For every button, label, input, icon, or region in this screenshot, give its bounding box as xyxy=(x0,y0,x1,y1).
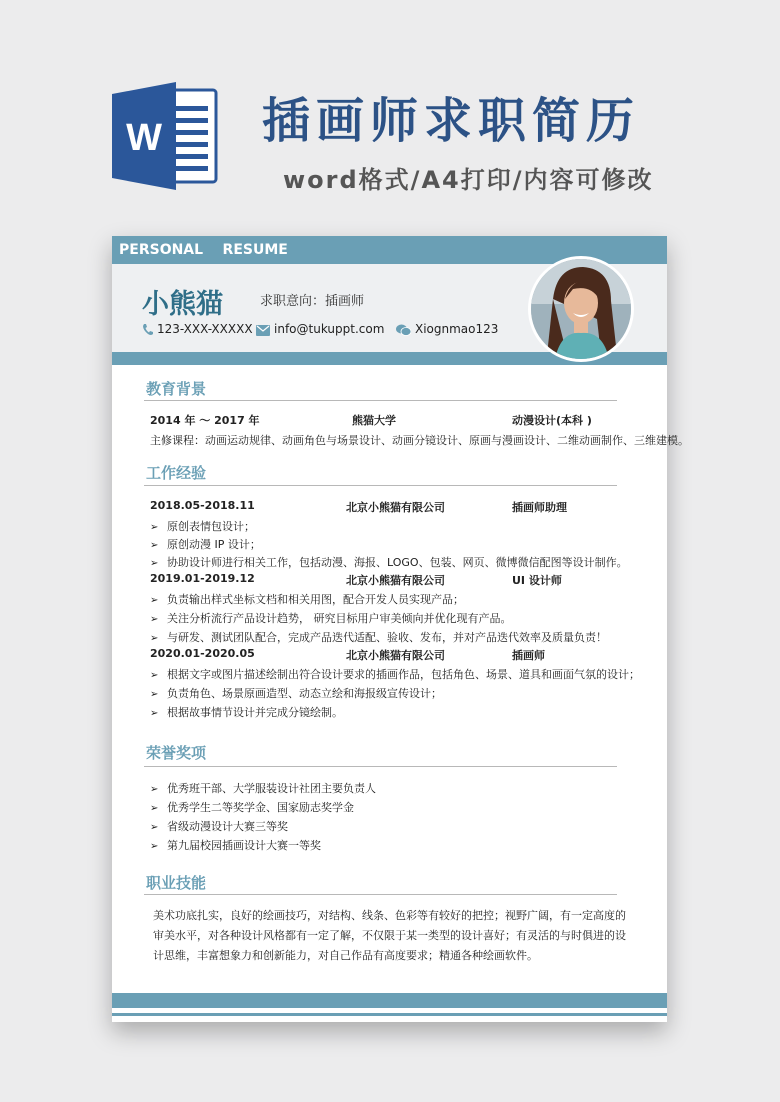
phone-text: 123-XXX-XXXXX xyxy=(157,322,253,336)
work-rule xyxy=(144,485,617,486)
job-item: ➢ 根据文字或图片描述绘制出符合设计要求的插画作品，包括角色、场景、道具和画面气氛的设计； xyxy=(150,668,640,681)
job-role: 插画师 xyxy=(512,649,545,662)
bullet-arrow-icon: ➢ xyxy=(150,689,159,700)
job-item: ➢ 根据故事情节设计并完成分镜绘制。 xyxy=(150,706,343,719)
wechat-icon xyxy=(396,324,411,336)
job-item: ➢ 原创动漫 IP 设计； xyxy=(150,538,261,551)
job-company: 北京小熊猫有限公司 xyxy=(346,574,445,587)
bullet-arrow-icon: ➢ xyxy=(150,784,159,795)
bullet-arrow-icon: ➢ xyxy=(150,822,159,833)
job-period: 2019.01-2019.12 xyxy=(150,572,255,585)
honors-title: 荣誉奖项 xyxy=(146,744,207,762)
phone-contact xyxy=(142,322,253,336)
bullet-arrow-icon: ➢ xyxy=(150,803,159,814)
honor-item: ➢ 优秀学生二等奖学金、国家励志奖学金 xyxy=(150,801,354,814)
svg-text:W: W xyxy=(126,117,162,159)
skills-text: 美术功底扎实，良好的绘画技巧，对结构、线条、色彩等有较好的把控；视野广阔，有一定高度的审美水平，对各种设计风格都有一定了解，不仅限于某一类型的设计喜好；有灵活的与时俱进的设计思维，丰富想象力和创新能力，对自己作品有高度要求；精通各种绘画软件。 xyxy=(153,909,626,962)
resume-sheet xyxy=(112,236,689,1022)
honors-rule xyxy=(144,766,617,767)
skills-rule xyxy=(144,894,617,895)
bullet-arrow-icon: ➢ xyxy=(150,522,159,533)
education-title: 教育背景 xyxy=(146,380,207,398)
job-item: ➢ 关注分析流行产品设计趋势， 研究目标用户审美倾向并优化现有产品。 xyxy=(150,612,512,625)
work-title: 工作经验 xyxy=(146,464,207,482)
job-role: 插画师助理 xyxy=(512,501,567,514)
job-item: ➢ 原创表情包设计； xyxy=(150,520,255,533)
email-contact xyxy=(256,322,384,336)
promo-subtitle: word格式/A4打印/内容可修改 xyxy=(283,166,654,194)
job-item: ➢ 协助设计师进行相关工作，包括动漫、海报、LOGO、包装、网页、微博微信配图等设计制作。 xyxy=(150,556,628,569)
job-company: 北京小熊猫有限公司 xyxy=(346,501,445,514)
bullet-arrow-icon: ➢ xyxy=(150,708,159,719)
bullet-arrow-icon: ➢ xyxy=(150,633,159,644)
honor-item: ➢ 省级动漫设计大赛三等奖 xyxy=(150,820,288,833)
job-item: ➢ 与研发、测试团队配合，完成产品迭代适配、验收、发布，并对产品迭代效率及质量负责！ xyxy=(150,631,607,644)
education-major: 动漫设计(本科 ) xyxy=(512,414,592,427)
bullet-arrow-icon: ➢ xyxy=(150,670,159,681)
job-role: UI 设计师 xyxy=(512,574,562,587)
education-school: 熊猫大学 xyxy=(352,414,396,427)
footer-band xyxy=(112,993,667,1008)
footer-line xyxy=(112,1013,667,1016)
education-period: 2014 年 ～ 2017 年 xyxy=(150,414,260,427)
bullet-arrow-icon: ➢ xyxy=(150,841,159,852)
wechat-contact xyxy=(396,322,498,336)
job-item: ➢ 负责输出样式坐标文档和相关用图，配合开发人员实现产品； xyxy=(150,593,464,606)
education-rule xyxy=(144,400,617,401)
job-company: 北京小熊猫有限公司 xyxy=(346,649,445,662)
job-item: ➢ 负责角色、场景原画造型、动态立绘和海报级宣传设计； xyxy=(150,687,442,700)
job-period: 2020.01-2020.05 xyxy=(150,647,255,660)
phone-icon xyxy=(142,323,153,336)
bullet-arrow-icon: ➢ xyxy=(150,540,159,551)
skills-title: 职业技能 xyxy=(146,874,207,892)
bullet-arrow-icon: ➢ xyxy=(150,558,159,569)
job-intent: 求职意向：插画师 xyxy=(260,294,365,309)
candidate-name: 小熊猫 xyxy=(142,289,223,320)
profile-photo xyxy=(528,256,634,362)
word-logo-icon xyxy=(112,80,220,192)
resume-banner: PERSONAL RESUME xyxy=(112,236,667,264)
honor-item: ➢ 优秀班干部、大学服装设计社团主要负责人 xyxy=(150,782,376,795)
bullet-arrow-icon: ➢ xyxy=(150,614,159,625)
promo-title: 插画师求职简历 xyxy=(262,93,641,149)
bullet-arrow-icon: ➢ xyxy=(150,595,159,606)
honor-item: ➢ 第九届校园插画设计大赛一等奖 xyxy=(150,839,321,852)
wechat-text: Xiognmao123 xyxy=(415,322,499,336)
mail-icon xyxy=(256,325,270,336)
education-courses: 主修课程：动画运动规律、动画角色与场景设计、动画分镜设计、原画与漫画设计、二维动画制作、三维建模。 xyxy=(150,434,689,447)
job-period: 2018.05-2018.11 xyxy=(150,499,255,512)
email-text: info@tukuppt.com xyxy=(274,322,385,336)
